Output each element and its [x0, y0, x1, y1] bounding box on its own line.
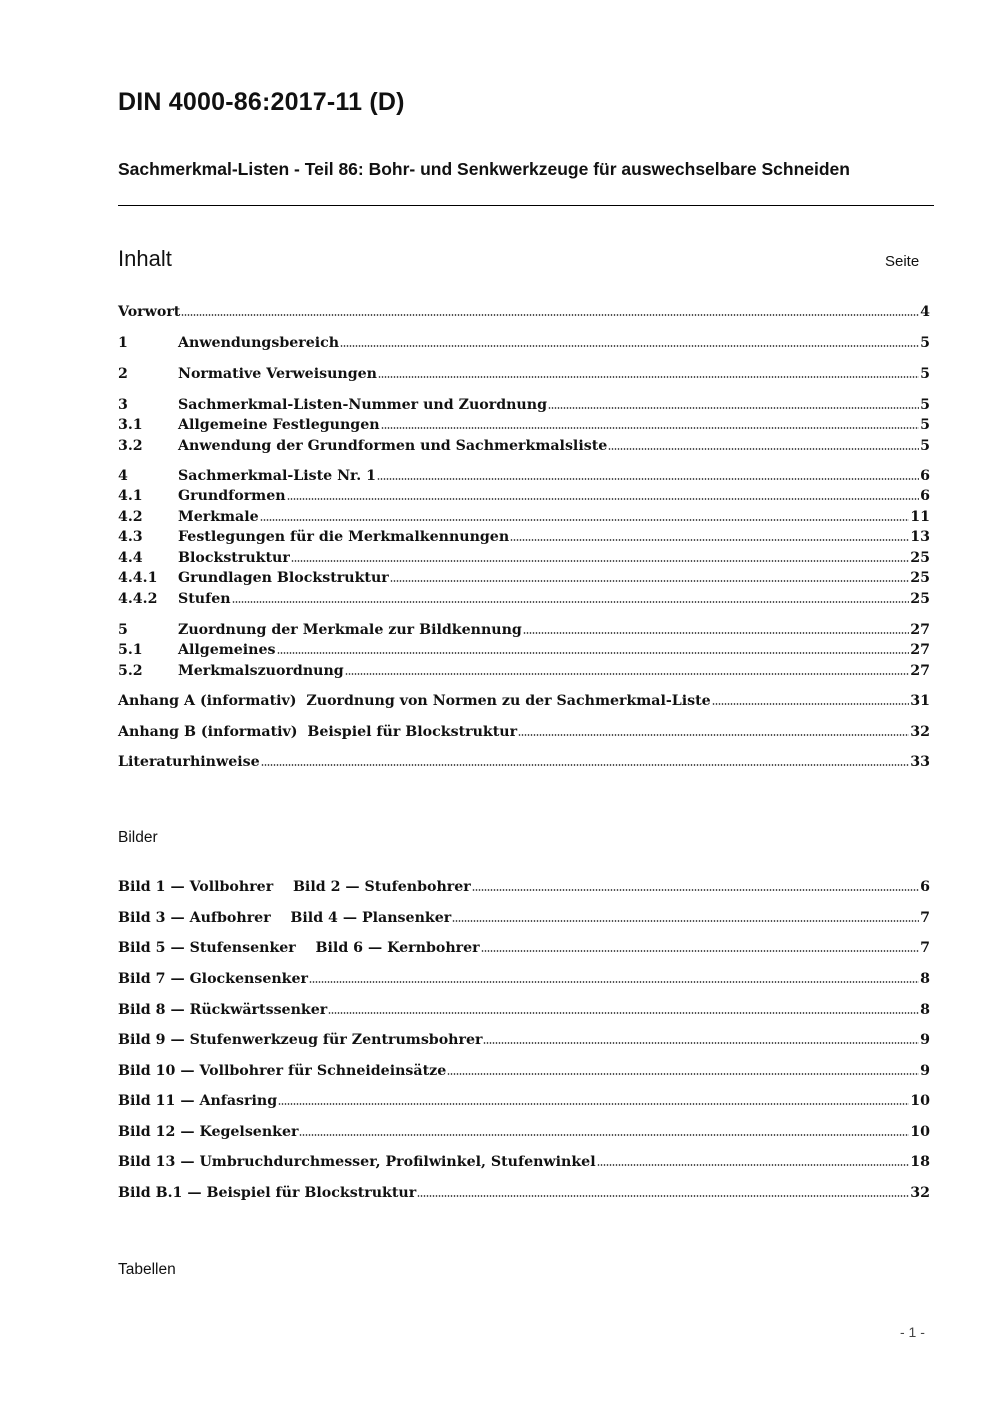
toc-entry-page: 6 [920, 488, 930, 504]
toc-entry-page: 33 [910, 754, 930, 770]
figure-entry-label: Bild 8 — Rückwärtssenker [118, 1002, 328, 1018]
toc-entry-number: 4.3 [118, 529, 143, 545]
figure-entry[interactable] [118, 908, 930, 928]
toc-entry[interactable] [118, 466, 930, 486]
dot-leader [232, 600, 910, 604]
title-divider [118, 205, 934, 206]
figure-entry-label: Bild 12 — Kegelsenker [118, 1124, 299, 1140]
dot-leader [261, 763, 910, 767]
dot-leader [712, 702, 910, 706]
toc-entry-number: 5 [118, 622, 128, 638]
toc-entry-number: 5.1 [118, 642, 143, 658]
toc-entry[interactable] [118, 691, 930, 711]
toc-entry-label: Anwendungsbereich [178, 335, 340, 351]
toc-entry-label: Grundlagen Blockstruktur [178, 570, 389, 586]
toc-entry[interactable] [118, 752, 930, 772]
figure-entry-page: 32 [910, 1185, 930, 1201]
dot-leader [523, 631, 909, 635]
toc-entry-page: 27 [910, 663, 930, 679]
toc-entry-label: Sachmerkmal-Liste Nr. 1 [178, 468, 376, 484]
dot-leader [299, 1133, 909, 1137]
toc-entry-label: Grundformen [178, 488, 286, 504]
dot-leader [287, 497, 920, 501]
toc-entry-label: Normative Verweisungen [178, 366, 377, 382]
toc-entry[interactable] [118, 589, 930, 609]
toc-entry-number: 4.2 [118, 509, 143, 525]
figure-entry-page: 10 [910, 1093, 930, 1109]
toc-entry-number: 3 [118, 397, 128, 413]
toc-entry-page: 5 [920, 438, 930, 454]
dot-leader [260, 518, 910, 522]
toc-entry-label: Allgemeines [178, 642, 276, 658]
toc-entry-number: 4.4.2 [118, 591, 158, 607]
toc-entry[interactable] [118, 486, 930, 506]
dot-leader [377, 477, 919, 481]
toc-entry-page: 27 [910, 622, 930, 638]
figure-entry-page: 8 [920, 1002, 930, 1018]
toc-entry[interactable] [118, 548, 930, 568]
figure-entry-page: 8 [920, 971, 930, 987]
dot-leader [548, 406, 919, 410]
figure-entry-label: Bild 11 — Anfasring [118, 1093, 278, 1109]
figure-entry[interactable] [118, 1091, 930, 1111]
toc-heading: Inhalt [118, 246, 172, 271]
toc-entry-label: Stufen [178, 591, 231, 607]
toc-entry-number: 4.4.1 [118, 570, 158, 586]
dot-leader [309, 980, 919, 984]
toc-entry-page: 5 [920, 397, 930, 413]
dot-leader [278, 1102, 909, 1106]
toc-entry[interactable] [118, 568, 930, 588]
figure-entry-page: 10 [910, 1124, 930, 1140]
figure-entry[interactable] [118, 1152, 930, 1172]
document-subtitle: Sachmerkmal-Listen - Teil 86: Bohr- und Senkwerkzeuge für auswechselbare Schneiden [118, 159, 850, 179]
toc-entry-label: Vorwort [118, 304, 181, 320]
toc-entry-number: 3.1 [118, 417, 143, 433]
figure-entry-page: 9 [920, 1032, 930, 1048]
toc-entry[interactable] [118, 302, 930, 322]
dot-leader [340, 344, 919, 348]
toc-entry[interactable] [118, 722, 930, 742]
dot-leader [417, 1194, 909, 1198]
page-number: - 1 - [900, 1324, 925, 1340]
toc-entry-number: 2 [118, 366, 128, 382]
figure-entry-label: Bild 10 — Vollbohrer für Schneideinsätze [118, 1063, 447, 1079]
figure-entry[interactable] [118, 877, 930, 897]
dot-leader [181, 313, 919, 317]
toc-entry-number: 5.2 [118, 663, 143, 679]
toc-entry[interactable] [118, 661, 930, 681]
toc-entry-number: 4 [118, 468, 128, 484]
toc-page-column-label: Seite [885, 253, 920, 270]
figures-heading: Bilder [118, 829, 158, 846]
dot-leader [597, 1163, 910, 1167]
dot-leader [345, 672, 910, 676]
dot-leader [291, 559, 909, 563]
toc-entry[interactable] [118, 395, 930, 415]
toc-entry-number: 4.1 [118, 488, 143, 504]
dot-leader [483, 1041, 919, 1045]
dot-leader [277, 651, 910, 655]
toc-entry-page: 31 [910, 693, 930, 709]
toc-entry-page: 25 [910, 550, 930, 566]
dot-leader [378, 375, 919, 379]
dot-leader [381, 426, 920, 430]
toc-entry-label: Literaturhinweise [118, 754, 260, 770]
figure-entry-label: Bild 1 — Vollbohrer Bild 2 — Stufenbohrer [118, 879, 471, 895]
toc-entry-label: Merkmale [178, 509, 259, 525]
toc-entry[interactable] [118, 415, 930, 435]
toc-entry-page: 13 [910, 529, 930, 545]
dot-leader [518, 733, 909, 737]
toc-entry-page: 25 [910, 591, 930, 607]
toc-entry-label: Sachmerkmal-Listen-Nummer und Zuordnung [178, 397, 547, 413]
toc-entry-page: 5 [920, 417, 930, 433]
figure-entry-label: Bild 7 — Glockensenker [118, 971, 309, 987]
figure-entry[interactable] [118, 1000, 930, 1020]
figure-entry[interactable] [118, 1030, 930, 1050]
figure-entry-page: 9 [920, 1063, 930, 1079]
figure-entry[interactable] [118, 1183, 930, 1203]
toc-entry-label: Anhang A (informativ) Zuordnung von Normen zu der Sachmerkmal-Liste [118, 693, 711, 709]
toc-entry-page: 6 [920, 468, 930, 484]
figure-entry-page: 18 [910, 1154, 930, 1170]
toc-entry[interactable] [118, 527, 930, 547]
figure-entry[interactable] [118, 1061, 930, 1081]
document-title: DIN 4000-86:2017-11 (D) [118, 88, 405, 116]
dot-leader [452, 919, 919, 923]
toc-entry-number: 4.4 [118, 550, 143, 566]
toc-entry-label: Anwendung der Grundformen und Sachmerkmalsliste [178, 438, 608, 454]
toc-entry-page: 32 [910, 724, 930, 740]
figure-entry-label: Bild 5 — Stufensenker Bild 6 — Kernbohrer [118, 940, 480, 956]
toc-entry-label: Anhang B (informativ) Beispiel für Blockstruktur [118, 724, 518, 740]
figure-entry-label: Bild B.1 — Beispiel für Blockstruktur [118, 1185, 417, 1201]
dot-leader [510, 538, 909, 542]
dot-leader [328, 1011, 919, 1015]
toc-entry[interactable] [118, 640, 930, 660]
figure-entry[interactable] [118, 938, 930, 958]
toc-entry-page: 5 [920, 335, 930, 351]
toc-entry[interactable] [118, 436, 930, 456]
toc-entry-number: 3.2 [118, 438, 143, 454]
toc-entry-page: 11 [910, 509, 930, 525]
figure-entry-page: 7 [920, 910, 930, 926]
toc-entry-number: 1 [118, 335, 128, 351]
toc-entry-page: 5 [920, 366, 930, 382]
toc-entry-page: 4 [920, 304, 930, 320]
dot-leader [608, 447, 919, 451]
toc-entry-page: 27 [910, 642, 930, 658]
figure-entry-label: Bild 3 — Aufbohrer Bild 4 — Plansenker [118, 910, 452, 926]
figure-entry-page: 7 [920, 940, 930, 956]
toc-entry-label: Merkmalszuordnung [178, 663, 344, 679]
toc-entry-page: 25 [910, 570, 930, 586]
toc-entry-label: Allgemeine Festlegungen [178, 417, 380, 433]
figure-entry-label: Bild 9 — Stufenwerkzeug für Zentrumsbohrer [118, 1032, 483, 1048]
dot-leader [472, 888, 919, 892]
toc-entry[interactable] [118, 364, 930, 384]
toc-entry-label: Festlegungen für die Merkmalkennungen [178, 529, 510, 545]
figure-entry-label: Bild 13 — Umbruchdurchmesser, Profilwinkel, Stufenwinkel [118, 1154, 596, 1170]
dot-leader [447, 1072, 919, 1076]
toc-entry[interactable] [118, 333, 930, 353]
toc-entry-label: Zuordnung der Merkmale zur Bildkennung [178, 622, 522, 638]
figure-entry[interactable] [118, 1122, 930, 1142]
toc-entry-label: Blockstruktur [178, 550, 290, 566]
toc-entry[interactable] [118, 507, 930, 527]
dot-leader [481, 949, 920, 953]
figure-entry[interactable] [118, 969, 930, 989]
dot-leader [390, 579, 910, 583]
tables-heading: Tabellen [118, 1261, 176, 1278]
figure-entry-page: 6 [920, 879, 930, 895]
toc-entry[interactable] [118, 620, 930, 640]
